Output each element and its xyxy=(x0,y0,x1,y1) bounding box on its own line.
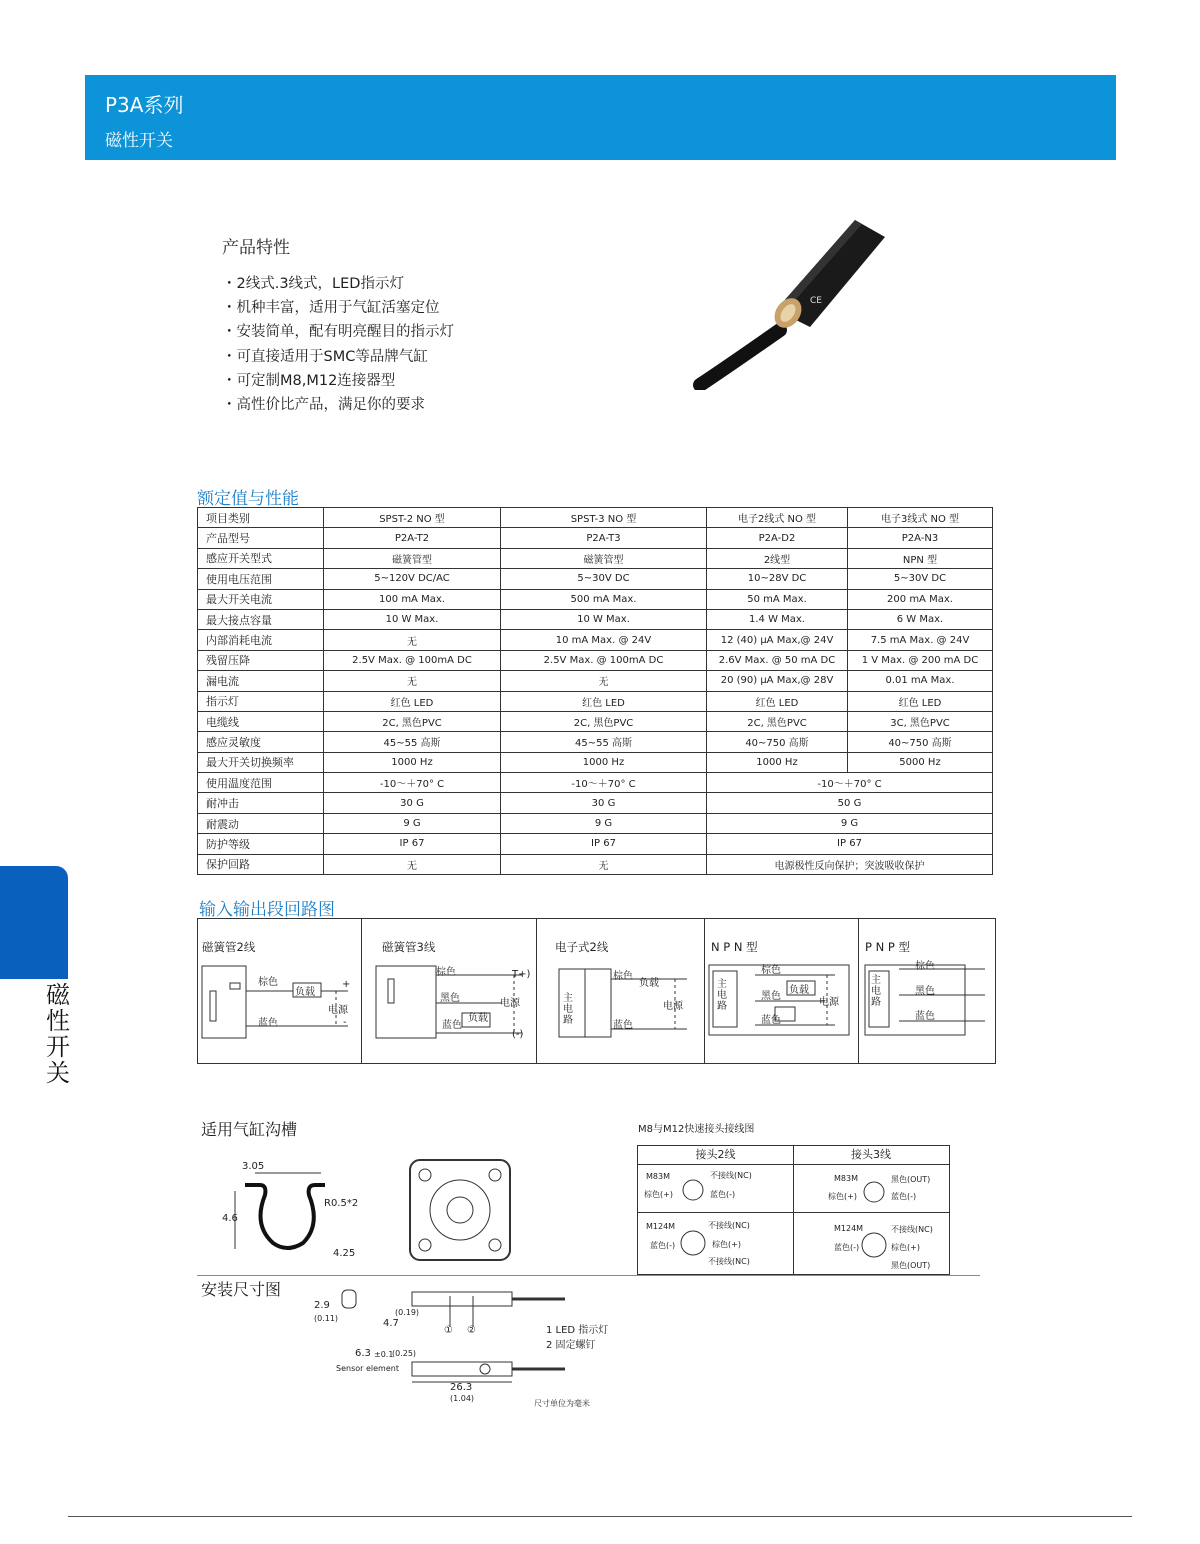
spec-cell: IP 67 xyxy=(324,834,501,854)
spec-cell: 无 xyxy=(501,854,707,874)
label-power: 电源 xyxy=(663,1001,683,1012)
spec-cell: 3C, 黑色PVC xyxy=(848,711,993,731)
side-label: 磁 性 开 关 xyxy=(46,981,70,1087)
spec-cell: 无 xyxy=(324,671,501,691)
label-power: 电源 xyxy=(819,997,839,1008)
spec-cell: 0.01 mA Max. xyxy=(848,671,993,691)
spec-row xyxy=(198,569,993,589)
connector-table xyxy=(637,1145,950,1275)
label-black: 黑色 xyxy=(440,993,460,1004)
label-load: 负载 xyxy=(468,1013,488,1024)
dim-offset: 6.3 xyxy=(355,1348,371,1359)
pin-nc: 不接线(NC) xyxy=(710,1171,752,1180)
feature-item: ・机种丰富，适用于气缸活塞定位 xyxy=(222,300,440,317)
header-banner xyxy=(85,75,1116,160)
circuits-panel xyxy=(197,918,996,1064)
spec-cell: 9 G xyxy=(324,813,501,833)
label-blue: 蓝色 xyxy=(613,1020,633,1031)
sensor-element-label: Sensor element xyxy=(336,1364,399,1373)
pin-blue: 蓝色(-) xyxy=(710,1190,736,1199)
spec-row xyxy=(198,793,993,813)
m8-label: M83M xyxy=(834,1174,858,1183)
spec-label: 漏电流 xyxy=(198,671,324,691)
label-tplus: T+) xyxy=(512,969,531,980)
label-main-circuit: 主电路 xyxy=(717,979,727,1012)
note-screw: 2 固定螺钉 xyxy=(546,1340,596,1351)
spec-cell: 1000 Hz xyxy=(707,752,848,772)
spec-row xyxy=(198,671,993,691)
spec-cell: 2线型 xyxy=(707,548,848,568)
spec-cell: P2A-N3 xyxy=(848,528,993,548)
label-brown: 棕色 xyxy=(613,971,633,982)
label-blue: 蓝色 xyxy=(915,1011,935,1022)
dim-length: 26.3 xyxy=(450,1382,473,1393)
spec-row xyxy=(198,508,993,528)
spec-cell: 20 (90) μA Max,@ 28V xyxy=(707,671,848,691)
dim-offset-tol: ±0.1 xyxy=(374,1350,394,1359)
spec-label: 防护等级 xyxy=(198,834,324,854)
spec-label: 使用温度范围 xyxy=(198,773,324,793)
spec-table xyxy=(197,507,993,875)
spec-label: 使用电压范围 xyxy=(198,569,324,589)
spec-cell: 2.5V Max. @ 100mA DC xyxy=(501,650,707,670)
feature-item: ・安装简单，配有明亮醒目的指示灯 xyxy=(222,324,454,341)
circuit-title: N P N 型 xyxy=(711,940,758,954)
dim-length-inch: (1.04) xyxy=(450,1394,475,1403)
spec-label: 内部消耗电流 xyxy=(198,630,324,650)
pin-black: 黑色(OUT) xyxy=(891,1175,931,1184)
spec-cell: 45~55 高斯 xyxy=(501,732,707,752)
spec-cell: 10 W Max. xyxy=(501,609,707,629)
spec-cell: 红色 LED xyxy=(324,691,501,711)
spec-cell: 40~750 高斯 xyxy=(848,732,993,752)
label-load: 负载 xyxy=(789,985,809,996)
spec-label: 最大开关切换频率 xyxy=(198,752,324,772)
spec-cell: P2A-D2 xyxy=(707,528,848,548)
spec-cell: -10～＋70° C xyxy=(324,773,501,793)
unit-note: 尺寸单位为毫米 xyxy=(534,1399,590,1408)
spec-row xyxy=(198,548,993,568)
divider xyxy=(197,1275,980,1276)
spec-cell: 6 W Max. xyxy=(848,609,993,629)
pin-brown: 棕色(+) xyxy=(644,1190,673,1199)
pin-brown: 棕色(+) xyxy=(891,1243,920,1252)
install-title: 安装尺寸图 xyxy=(201,1280,282,1299)
spec-label: 耐震动 xyxy=(198,813,324,833)
groove-title: 适用气缸沟槽 xyxy=(201,1120,298,1139)
pin-nc: 不接线(NC) xyxy=(708,1257,750,1266)
circuit-title: 磁簧管2线 xyxy=(202,940,256,954)
spec-cell: 1000 Hz xyxy=(501,752,707,772)
label-brown: 棕色 xyxy=(761,965,781,976)
spec-cell: 50 G xyxy=(707,793,993,813)
spec-row xyxy=(198,813,993,833)
spec-label: 残留压降 xyxy=(198,650,324,670)
spec-label: 感应灵敏度 xyxy=(198,732,324,752)
pin-blue: 蓝色(-) xyxy=(650,1241,676,1250)
spec-label: 产品型号 xyxy=(198,528,324,548)
spec-cell: 9 G xyxy=(707,813,993,833)
feature-item: ・2线式.3线式，LED指示灯 xyxy=(222,276,404,292)
spec-cell: 2.6V Max. @ 50 mA DC xyxy=(707,650,848,670)
feature-item: ・可直接适用于SMC等品牌气缸 xyxy=(222,348,428,365)
pin-brown: 棕色(+) xyxy=(712,1240,741,1249)
pin-black: 黑色(OUT) xyxy=(891,1261,931,1270)
label-load: 负载 xyxy=(295,987,315,998)
label-brown: 棕色 xyxy=(915,961,935,972)
spec-cell: 50 mA Max. xyxy=(707,589,848,609)
col-2wire: 接头2线 xyxy=(638,1146,794,1165)
label-brown: 棕色 xyxy=(258,977,278,988)
dim-height-inch: (0.19) xyxy=(395,1308,420,1317)
circuit-title: 磁簧管3线 xyxy=(382,940,436,954)
spec-cell: 1 V Max. @ 200 mA DC xyxy=(848,650,993,670)
spec-cell: 1.4 W Max. xyxy=(707,609,848,629)
spec-cell: 30 G xyxy=(501,793,707,813)
spec-cell: 200 mA Max. xyxy=(848,589,993,609)
spec-title: 额定值与性能 xyxy=(197,489,299,509)
spec-label: 感应开关型式 xyxy=(198,548,324,568)
spec-cell: 45~55 高斯 xyxy=(324,732,501,752)
spec-row xyxy=(198,752,993,772)
spec-cell: 2.5V Max. @ 100mA DC xyxy=(324,650,501,670)
label-plus: + xyxy=(342,979,351,990)
spec-cell: SPST-3 NO 型 xyxy=(501,508,707,528)
feature-item: ・可定制M8,M12连接器型 xyxy=(222,372,396,389)
spec-row xyxy=(198,732,993,752)
spec-row xyxy=(198,528,993,548)
circuit-reed-3wire xyxy=(362,919,537,1063)
circuit-title: 电子式2线 xyxy=(555,940,609,954)
spec-cell: 1000 Hz xyxy=(324,752,501,772)
spec-cell: 10 mA Max. @ 24V xyxy=(501,630,707,650)
spec-row xyxy=(198,711,993,731)
label-black: 黑色 xyxy=(915,986,935,997)
spec-cell: 2C, 黑色PVC xyxy=(707,711,848,731)
spec-cell: 5~120V DC/AC xyxy=(324,569,501,589)
feature-item: ・高性价比产品，满足你的要求 xyxy=(222,397,425,414)
spec-row xyxy=(198,773,993,793)
marker-1: ① xyxy=(444,1325,453,1336)
spec-cell: 500 mA Max. xyxy=(501,589,707,609)
series-subtitle: 磁性开关 xyxy=(105,131,173,151)
note-led: 1 LED 指示灯 xyxy=(546,1325,609,1336)
spec-row xyxy=(198,834,993,854)
label-power: 电源 xyxy=(328,1005,348,1016)
label-power: 电源 xyxy=(500,998,520,1009)
col-3wire: 接头3线 xyxy=(793,1146,949,1165)
spec-cell: -10～＋70° C xyxy=(501,773,707,793)
spec-cell: 9 G xyxy=(501,813,707,833)
m8-label: M83M xyxy=(646,1172,670,1181)
spec-cell: P2A-T3 xyxy=(501,528,707,548)
circuit-npn xyxy=(705,919,859,1063)
label-main-circuit: 主电路 xyxy=(871,975,881,1008)
spec-cell: -10～＋70° C xyxy=(707,773,993,793)
groove-height: 4.6 xyxy=(222,1213,238,1224)
spec-cell: 12 (40) μA Max,@ 24V xyxy=(707,630,848,650)
spec-cell: 无 xyxy=(324,630,501,650)
label-black: 黑色 xyxy=(761,991,781,1002)
spec-cell: 红色 LED xyxy=(501,691,707,711)
label-blue: 蓝色 xyxy=(761,1015,781,1026)
svg-text:CE: CE xyxy=(810,296,822,306)
spec-cell: 磁簧管型 xyxy=(324,548,501,568)
dim-width-inch: (0.11) xyxy=(314,1314,339,1323)
groove-width: 3.05 xyxy=(242,1161,265,1172)
circuit-electronic-2wire xyxy=(537,919,705,1063)
dim-offset-inch: (0.25) xyxy=(392,1349,417,1358)
spec-label: 保护回路 xyxy=(198,854,324,874)
pin-blue: 蓝色(-) xyxy=(891,1192,917,1201)
spec-cell: 磁簧管型 xyxy=(501,548,707,568)
label-blue: 蓝色 xyxy=(442,1020,462,1031)
spec-cell: 2C, 黑色PVC xyxy=(324,711,501,731)
spec-row xyxy=(198,609,993,629)
label-tminus: (-) xyxy=(512,1029,524,1040)
spec-row xyxy=(198,650,993,670)
spec-cell: 2C, 黑色PVC xyxy=(501,711,707,731)
spec-row xyxy=(198,589,993,609)
label-blue: 蓝色 xyxy=(258,1018,278,1029)
spec-cell: 无 xyxy=(501,671,707,691)
circuit-reed-2wire xyxy=(198,919,362,1063)
spec-cell: 无 xyxy=(324,854,501,874)
spec-cell: P2A-T2 xyxy=(324,528,501,548)
install-drawing xyxy=(310,1282,570,1407)
series-title: P3A系列 xyxy=(105,93,184,117)
spec-cell: IP 67 xyxy=(501,834,707,854)
pin-blue: 蓝色(-) xyxy=(834,1243,860,1252)
groove-diameter: 4.25 xyxy=(333,1248,356,1259)
marker-2: ② xyxy=(467,1325,476,1336)
spec-cell: NPN 型 xyxy=(848,548,993,568)
spec-label: 最大接点容量 xyxy=(198,609,324,629)
circuit-title: P N P 型 xyxy=(865,940,910,954)
footer-line xyxy=(68,1516,1132,1517)
spec-cell: IP 67 xyxy=(707,834,993,854)
spec-cell: SPST-2 NO 型 xyxy=(324,508,501,528)
spec-label: 最大开关电流 xyxy=(198,589,324,609)
spec-row xyxy=(198,630,993,650)
spec-cell: 10~28V DC xyxy=(707,569,848,589)
groove-drawing xyxy=(215,1155,525,1270)
dim-width: 2.9 xyxy=(314,1300,330,1311)
label-brown: 棕色 xyxy=(436,967,456,978)
spec-cell: 5~30V DC xyxy=(848,569,993,589)
spec-label: 电缆线 xyxy=(198,711,324,731)
side-tab xyxy=(0,866,68,979)
product-photo xyxy=(690,215,900,390)
groove-radius: R0.5*2 xyxy=(324,1198,359,1209)
spec-cell: 100 mA Max. xyxy=(324,589,501,609)
features-list xyxy=(222,272,454,417)
spec-cell: 7.5 mA Max. @ 24V xyxy=(848,630,993,650)
spec-label: 指示灯 xyxy=(198,691,324,711)
pin-nc: 不接线(NC) xyxy=(708,1221,750,1230)
features-title: 产品特性 xyxy=(222,238,290,258)
spec-row xyxy=(198,691,993,711)
circuits-title: 输入输出段回路图 xyxy=(199,900,335,920)
spec-cell: 30 G xyxy=(324,793,501,813)
circuit-pnp xyxy=(859,919,995,1063)
spec-label: 耐冲击 xyxy=(198,793,324,813)
spec-cell: 10 W Max. xyxy=(324,609,501,629)
label-main-circuit: 主电路 xyxy=(563,993,573,1026)
spec-cell: 电子2线式 NO 型 xyxy=(707,508,848,528)
spec-row xyxy=(198,854,993,874)
m12-label: M124M xyxy=(646,1222,676,1231)
connector-title: M8与M12快速接头接线图 xyxy=(638,1124,755,1135)
spec-cell: 红色 LED xyxy=(707,691,848,711)
label-minus: - xyxy=(343,1017,347,1028)
pin-brown: 棕色(+) xyxy=(828,1192,857,1201)
spec-cell: 红色 LED xyxy=(848,691,993,711)
spec-cell: 电子3线式 NO 型 xyxy=(848,508,993,528)
spec-cell: 5~30V DC xyxy=(501,569,707,589)
spec-cell: 5000 Hz xyxy=(848,752,993,772)
spec-cell: 40~750 高斯 xyxy=(707,732,848,752)
spec-cell: 电源极性反向保护；突波吸收保护 xyxy=(707,854,993,874)
m12-label: M124M xyxy=(834,1224,864,1233)
pin-nc: 不接线(NC) xyxy=(891,1225,933,1234)
spec-label: 项目类别 xyxy=(198,508,324,528)
dim-height: 4.7 xyxy=(383,1318,399,1329)
label-load: 负载 xyxy=(639,978,659,989)
